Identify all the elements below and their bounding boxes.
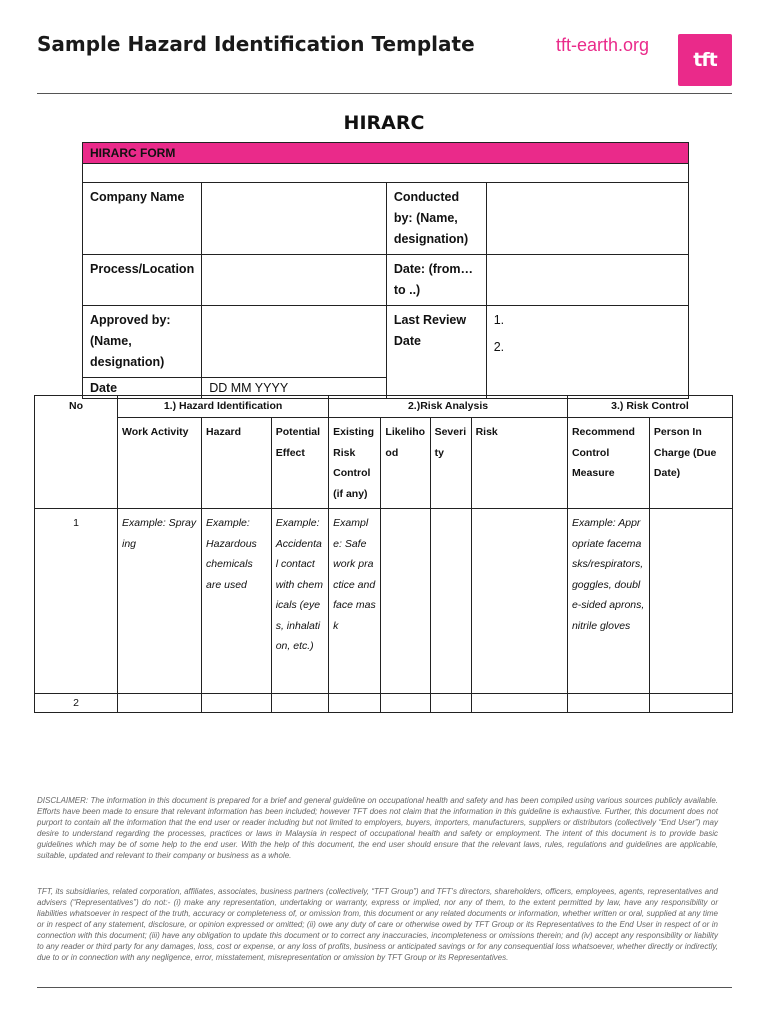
col-header-existing-risk-control: Existing Risk Control (if any) [329,418,381,509]
footer-divider [37,987,732,988]
last-review-label: Last Review Date [386,306,486,399]
process-location-field[interactable] [202,255,387,306]
disclaimer-paragraph: TFT, its subsidiaries, related corporation, affiliates, associates, business partners (collectively, “TFT Group”) and TFT’s directors, shareholders, officers, employees, agents, representatives and advisers (“Representatives”) do not:- (i) make any representation, undertaking or warranty, express or implied, nor any of them, to the extent permitted by law, have any responsibility or liabilities whatsoever in respect of the truth, accuracy or completeness of, or omission from, this document or any related documents or information, whether written or oral, supplied at any time or in respect of any statement, disclosure, or opinion expressed or omitted; (ii) owe any duty of care or otherwise owed by TFT Group or its Representatives to the End User in respect of or in connection with this document; (iii) have any obligation to update this document or to correct any inaccuracies, incompleteness or omissions therein; and (iv) accept any responsibility or liability to any reader or third party for any damages, loss, cost or expense, or any loss of profits, business or anticipated savings or for any consequential loss whatsoever, whether directly or indirectly, due to or in connection with any negligence, error, misstatement, misrepresentation or omission by TFT Group or its Representatives. [37,887,718,962]
hazard-cell[interactable]: Example: Hazardous chemicals are used [202,509,272,694]
potential-effect-cell[interactable] [271,694,328,713]
form-spacer-row [83,164,689,183]
risk-cell[interactable] [471,694,567,713]
company-name-label: Company Name [83,183,202,255]
last-review-item: 2. [493,340,505,354]
tft-logo: tft [678,34,732,86]
last-review-field[interactable] [486,306,688,399]
document-title: HIRARC [343,112,425,134]
company-name-field[interactable] [202,183,387,255]
process-location-label: Process/Location [83,255,202,306]
col-header-recommend-control-measure: Recommend Control Measure [567,418,649,509]
existing-risk-control-cell[interactable] [329,694,381,713]
potential-effect-cell[interactable]: Example: Accidental contact with chemicals (eyes, inhalation, etc.) [271,509,328,694]
col-header-hazard: Hazard [202,418,272,509]
recommend-control-measure-cell[interactable] [567,694,649,713]
row-number: 1 [35,509,118,694]
col-header-risk: Risk [471,418,567,509]
form-section-header: HIRARC FORM [83,143,689,164]
person-in-charge-cell[interactable] [649,509,732,694]
table-row [35,694,733,713]
col-header-work-activity: Work Activity [118,418,202,509]
date-label: Date [83,378,202,399]
disclaimer-paragraph: DISCLAIMER: The information in this document is prepared for a brief and general guideline on occupational health and safety and has been compiled using various sources publicly available. Efforts have been made to ensure that relevant information has been included; however TFT does not claim that the information in this guideline is exhaustive. Further, this document does not purport to contain all the information that the end user or reader including but not limited to employers, buyers, importers, manufacturers, suppliers or distributors (collectively “End User”) may desire to understand regarding the processes, practices or laws in Malaysia in respect of occupational health and safety or employment. The intent of this document is to provide basic guidelines which may be of some help to the end user. With the help of this document, the end user should ensure that the relevant laws, rules, regulations and guidelines are applicable, suitable, updated and relevant to their company or business as a whole. [37,796,718,860]
risk-assessment-table [34,395,733,713]
group-header-risk-control: 3.) Risk Control [567,396,732,418]
likelihood-cell[interactable] [381,509,430,694]
recommend-control-measure-cell[interactable]: Example: Appropriate facemasks/respirators, goggles, double-sided aprons, nitrile gloves [567,509,649,694]
row-number: 2 [35,694,118,713]
header-divider [37,93,732,94]
person-in-charge-cell[interactable] [649,694,732,713]
col-header-likelihood: Likelihood [381,418,430,509]
table-row [35,509,733,694]
col-header-no: No [35,396,118,509]
conducted-by-field[interactable] [486,183,688,255]
date-range-field[interactable] [486,255,688,306]
conducted-by-label: Conducted by: (Name, designation) [386,183,486,255]
severity-cell[interactable] [430,509,471,694]
risk-cell[interactable] [471,509,567,694]
date-field[interactable]: DD MM YYYY [202,378,387,399]
date-range-label: Date: (from…to ..) [386,255,486,306]
col-header-severity: Severity [430,418,471,509]
likelihood-cell[interactable] [381,694,430,713]
group-header-risk-analysis: 2.)Risk Analysis [329,396,568,418]
last-review-item: 1. [493,313,505,327]
existing-risk-control-cell[interactable]: Example: Safe work practice and face mask [329,509,381,694]
col-header-person-in-charge: Person In Charge (Due Date) [649,418,732,509]
work-activity-cell[interactable]: Example: Spraying [118,509,202,694]
severity-cell[interactable] [430,694,471,713]
page-header-title: Sample Hazard Identification Template [37,32,475,56]
approved-by-label: Approved by: (Name, designation) [83,306,202,378]
work-activity-cell[interactable] [118,694,202,713]
group-header-hazard-identification: 1.) Hazard Identification [118,396,329,418]
hazard-cell[interactable] [202,694,272,713]
approved-by-field[interactable] [202,306,387,378]
col-header-potential-effect: Potential Effect [271,418,328,509]
hirarc-form-table [82,142,689,399]
site-link[interactable]: tft-earth.org [556,35,650,55]
